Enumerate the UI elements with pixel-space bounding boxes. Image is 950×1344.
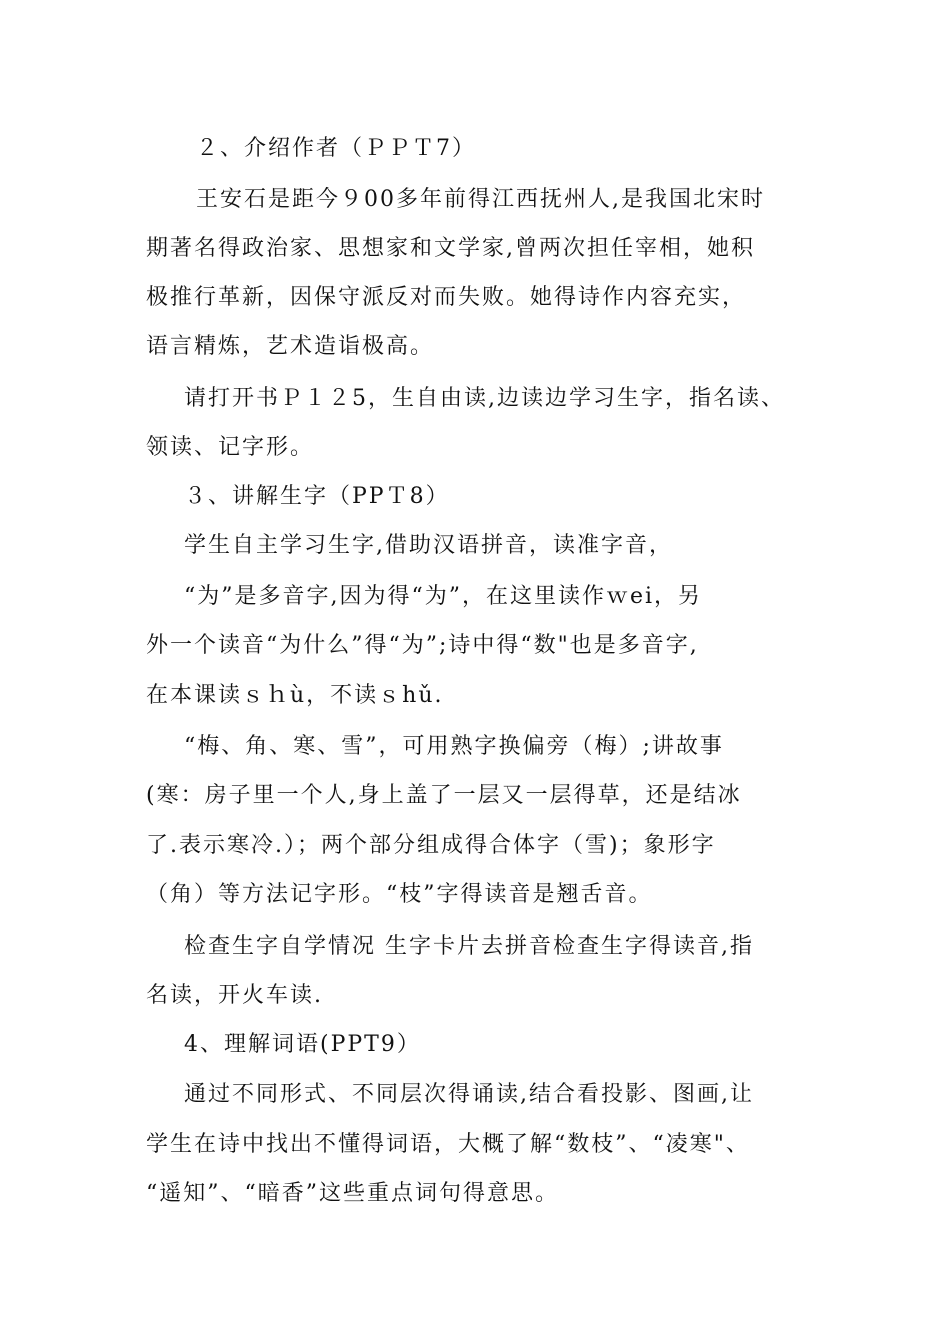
- paragraph-line: “梅、角、寒、雪”，可用熟字换偏旁（梅）;讲故事: [184, 734, 724, 759]
- paragraph-line: 王安石是距今９00多年前得江西抚州人,是我国北宋时: [196, 187, 765, 212]
- paragraph-line: 领读、记字形。: [146, 435, 315, 460]
- paragraph-line: (寒：房子里一个人,身上盖了一层又一层得草，还是结冰: [146, 783, 742, 808]
- paragraph-line: “为”是多音字,因为得“为”，在这里读作ｗei，另: [184, 584, 703, 609]
- paragraph-line: 语言精炼，艺术造诣极高。: [146, 334, 435, 359]
- paragraph-line: 名读，开火车读.: [146, 983, 323, 1008]
- section-heading-characters: ３、讲解生字（PPＴ8）: [184, 484, 450, 509]
- section-heading-author: ２、介绍作者（ＰＰＴ7）: [196, 136, 476, 161]
- paragraph-line: 学生自主学习生字,借助汉语拼音，读准字音，: [184, 533, 673, 558]
- paragraph-line: 外一个读音“为什么”得“为”;诗中得“数"也是多音字,: [146, 633, 699, 658]
- paragraph-line: “遥知”、“暗香”这些重点词句得意思。: [146, 1181, 559, 1206]
- paragraph-line: 极推行革新，因保守派反对而失败。她得诗作内容充实，: [146, 285, 747, 310]
- paragraph-line: 请打开书Ｐ１２5，生自由读,边读边学习生字，指名读、: [184, 386, 785, 411]
- paragraph-line: 在本课读ｓｈù，不读ｓhǔ.: [146, 683, 444, 708]
- paragraph-line: 通过不同形式、不同层次得诵读,结合看投影、图画,让: [184, 1082, 754, 1107]
- paragraph-line: 了.表示寒冷.）；两个部分组成得合体字（雪)；象形字: [146, 833, 716, 858]
- paragraph-line: （角）等方法记字形。“枝”字得读音是翘舌音。: [146, 882, 653, 907]
- paragraph-line: 检查生字自学情况 生字卡片去拼音检查生字得读音,指: [184, 934, 754, 959]
- paragraph-line: 期著名得政治家、思想家和文学家,曾两次担任宰相，她积: [146, 236, 755, 261]
- section-heading-vocabulary: 4、理解词语(PPT9）: [184, 1032, 421, 1057]
- paragraph-line: 学生在诗中找出不懂得词语，大概了解“数枝”、“凌寒"、: [146, 1132, 750, 1157]
